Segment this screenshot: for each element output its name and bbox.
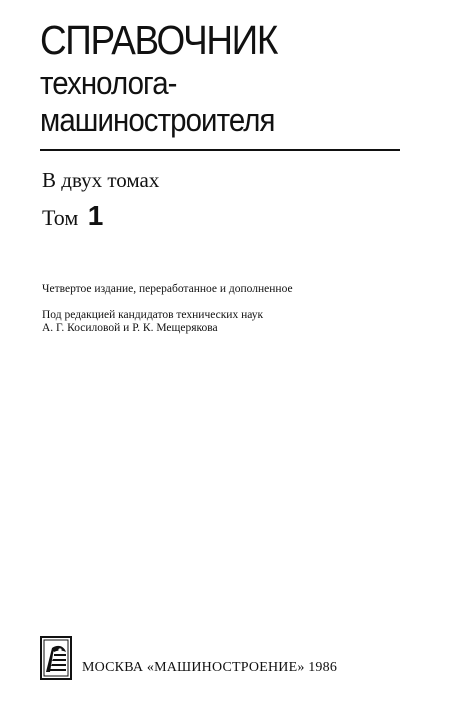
book-title-line-1: СПРАВОЧНИК (40, 17, 277, 63)
edition-note: Четвертое издание, переработанное и дополненное (42, 283, 293, 295)
book-title-line-3: машиностроителя (40, 102, 275, 138)
book-title-line-2: технолога- (40, 65, 177, 101)
volume-label (42, 200, 103, 234)
volume-word: Том (42, 205, 79, 230)
publisher-logo-icon (40, 636, 72, 680)
editors-line-2: А. Г. Косиловой и Р. К. Мещерякова (42, 322, 218, 334)
editors-line-1: Под редакцией кандидатов технических наук (42, 309, 264, 321)
publisher-imprint: МОСКВА «МАШИНОСТРОЕНИЕ» 1986 (82, 660, 338, 675)
volumes-note: В двух томах (42, 168, 160, 192)
title-divider (40, 149, 400, 151)
volume-number: 1 (87, 200, 104, 231)
